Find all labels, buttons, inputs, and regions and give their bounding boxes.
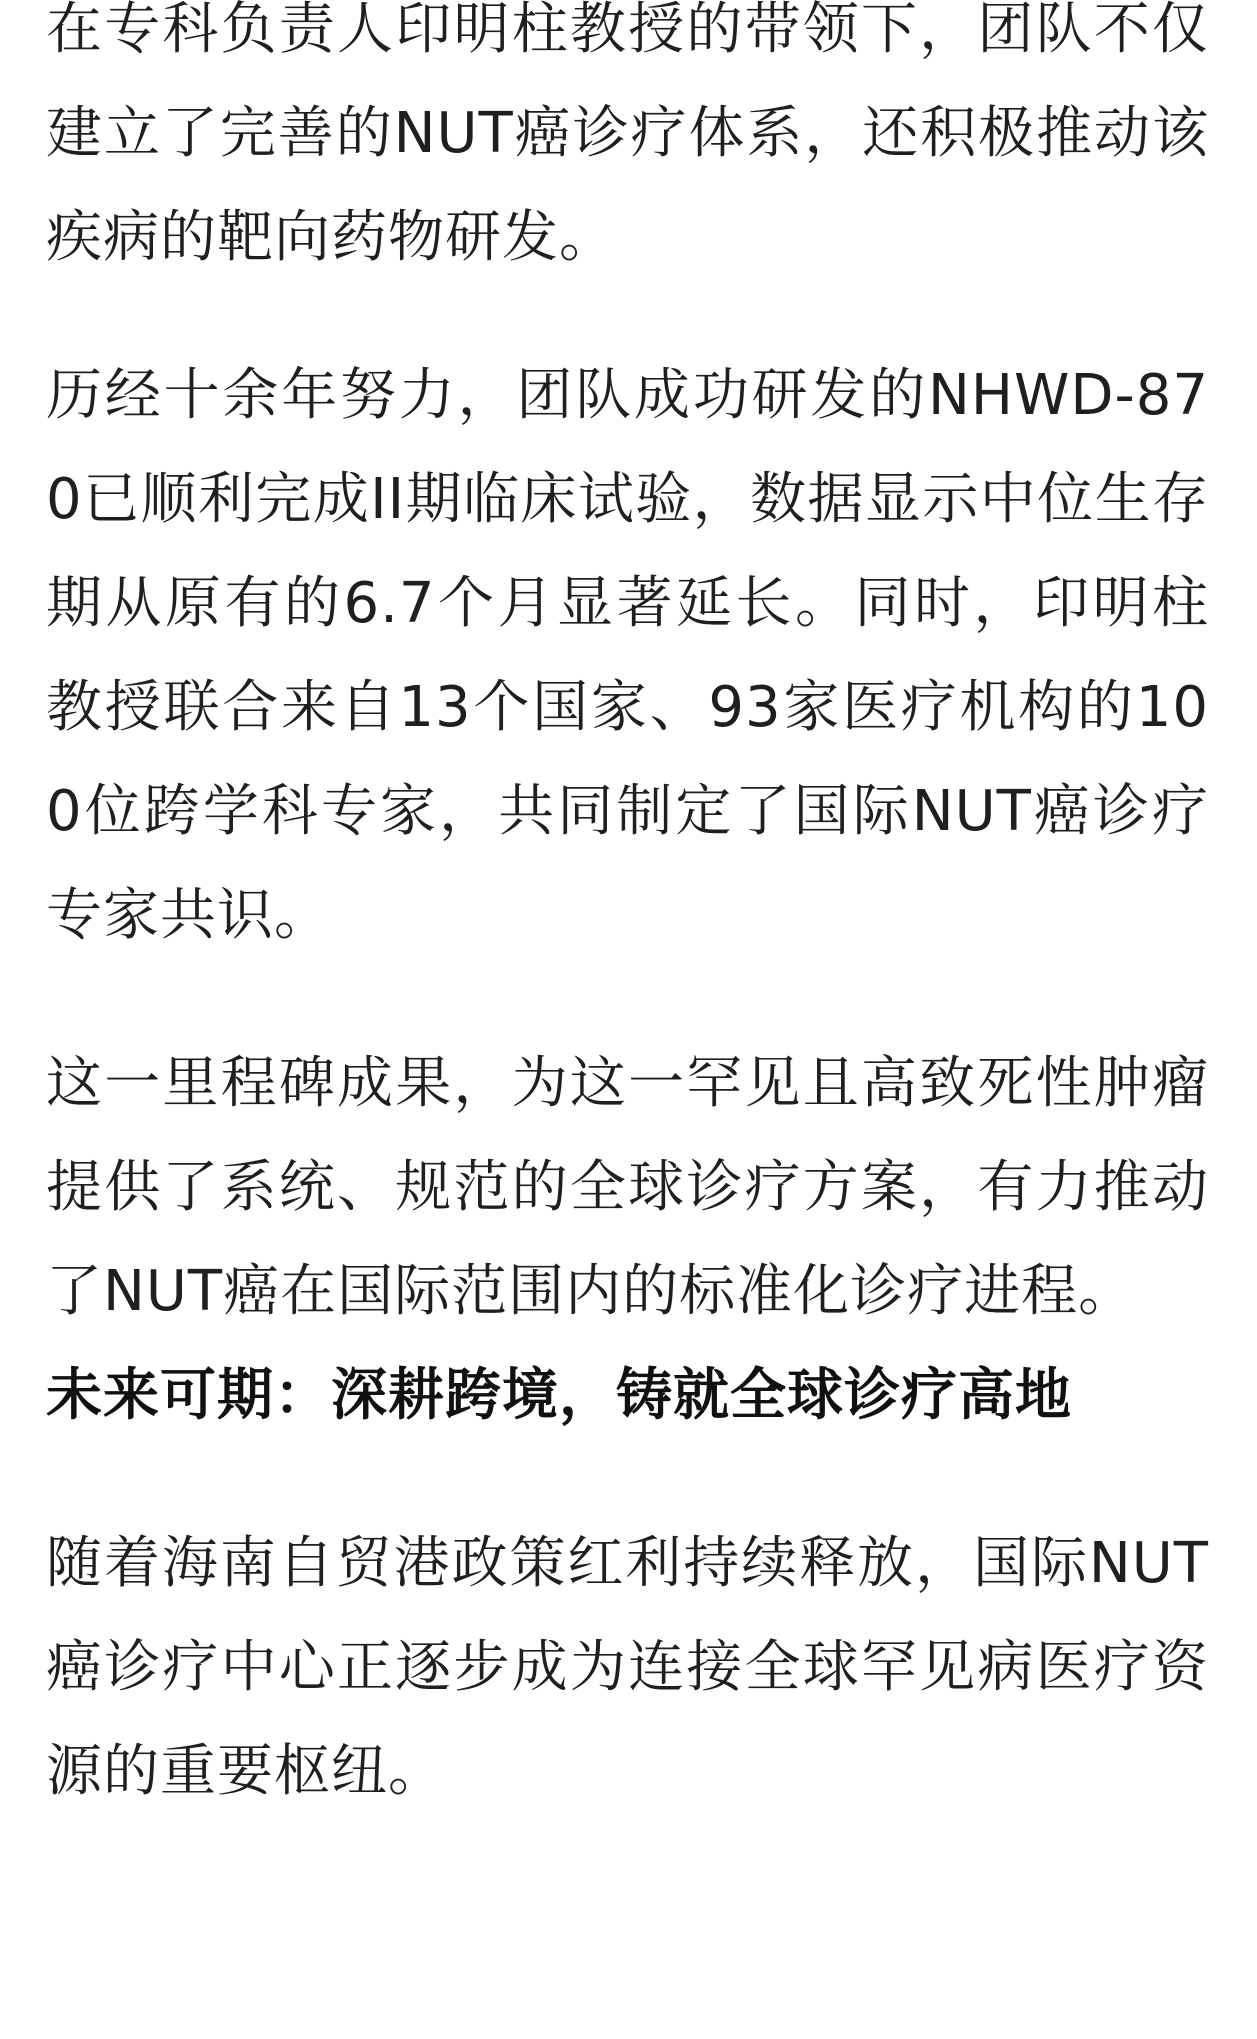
- bottom-fade: [0, 1999, 1257, 2039]
- paragraph-clinical-trial: 历经十余年努力，团队成功研发的NHWD-870已顺利完成II期临床试验，数据显示中位生存期从原有的6.7个月显著延长。同时，印明柱教授联合来自13个国家、93家医疗机构的100位跨学科专家，共同制定了国际NUT癌诊疗专家共识。: [46, 363, 1209, 948]
- paragraph-milestone: 这一里程碑成果，为这一罕见且高致死性肿瘤提供了系统、规范的全球诊疗方案，有力推动了NUT癌在国际范围内的标准化诊疗进程。: [46, 1051, 1209, 1324]
- section-heading: 未来可期：深耕跨境，铸就全球诊疗高地: [46, 1363, 1072, 1428]
- paragraph-future: 随着海南自贸港政策红利持续释放，国际NUT癌诊疗中心正逐步成为连接全球罕见病医疗资源的重要枢纽。: [46, 1531, 1209, 1804]
- paragraph-team-leadership: 在专科负责人印明柱教授的带领下，团队不仅建立了完善的NUT癌诊疗体系，还积极推动该疾病的靶向药物研发。: [46, 0, 1209, 270]
